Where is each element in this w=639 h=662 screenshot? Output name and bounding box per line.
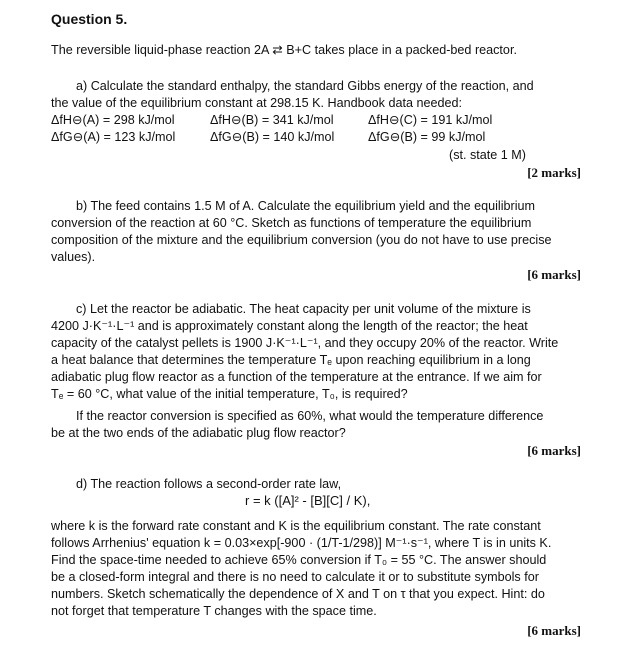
part-c-line-6: Tₑ = 60 °C, what value of the initial temperature, T₀, is required? xyxy=(51,387,408,401)
standard-state-note: (st. state 1 M) xyxy=(449,148,526,162)
part-a-line-1: a) Calculate the standard enthalpy, the standard Gibbs energy of the reaction, and xyxy=(76,79,534,93)
part-a-marks: [2 marks] xyxy=(527,165,581,180)
part-d-line-6: not forget that temperature T changes with the space time. xyxy=(51,604,377,618)
part-d-marks: [6 marks] xyxy=(527,623,581,638)
question-intro: The reversible liquid-phase reaction 2A ⇄ B+C takes place in a packed-bed reactor. xyxy=(51,43,517,57)
part-b-line-3: composition of the mixture and the equilibrium conversion (you do not have to use precise xyxy=(51,233,552,247)
part-c-line-1: c) Let the reactor be adiabatic. The heat capacity per unit volume of the mixture is xyxy=(76,302,531,316)
part-d-line-1: where k is the forward rate constant and K is the equilibrium constant. The rate constant xyxy=(51,519,541,533)
gibbs-a: ΔfG⊖(A) = 123 kJ/mol xyxy=(51,130,176,144)
enthalpy-c: ΔfH⊖(C) = 191 kJ/mol xyxy=(368,113,493,127)
part-a-line-2: the value of the equilibrium constant at 298.15 K. Handbook data needed: xyxy=(51,96,462,110)
part-d-line-3: Find the space-time needed to achieve 65% conversion if T₀ = 55 °C. The answer should xyxy=(51,553,547,567)
part-c-line-5: adiabatic plug flow reactor as a function of the temperature at the entrance. If we aim for xyxy=(51,370,542,384)
part-b-line-4: values). xyxy=(51,250,96,264)
part-c-line-3: capacity of the catalyst pellets is 1900 J·K⁻¹·L⁻¹, and they occupy 20% of the reactor. Write xyxy=(51,336,559,350)
part-d-intro: d) The reaction follows a second-order rate law, xyxy=(76,477,342,491)
gibbs-c: ΔfG⊖(B) = 99 kJ/mol xyxy=(368,130,486,144)
part-b-line-1: b) The feed contains 1.5 M of A. Calculate the equilibrium yield and the equilibrium xyxy=(76,199,536,213)
gibbs-b: ΔfG⊖(B) = 140 kJ/mol xyxy=(210,130,335,144)
part-c-line-2: 4200 J·K⁻¹·L⁻¹ and is approximately constant along the length of the reactor; the heat xyxy=(51,319,528,333)
question-title: Question 5. xyxy=(51,11,128,27)
part-c-line-8: be at the two ends of the adiabatic plug flow reactor? xyxy=(51,426,346,440)
part-c-line-7: If the reactor conversion is specified as 60%, what would the temperature difference xyxy=(76,409,544,423)
part-c-marks: [6 marks] xyxy=(527,443,581,458)
part-b-line-2: conversion of the reaction at 60 °C. Sketch as functions of temperature the equilibrium xyxy=(51,216,532,230)
enthalpy-a: ΔfH⊖(A) = 298 kJ/mol xyxy=(51,113,175,127)
part-c-line-4: a heat balance that determines the temperature Tₑ upon reaching equilibrium in a long xyxy=(51,353,531,367)
rate-law-equation: r = k ([A]² - [B][C] / K), xyxy=(245,493,371,508)
part-d-line-4: be a closed-form integral and there is no need to calculate it or to substitute symbols for xyxy=(51,570,539,584)
part-d-line-5: numbers. Sketch schematically the dependence of X and T on τ that you expect. Hint: do xyxy=(51,587,545,601)
enthalpy-b: ΔfH⊖(B) = 341 kJ/mol xyxy=(210,113,334,127)
part-b-marks: [6 marks] xyxy=(527,267,581,282)
part-d-line-2: follows Arrhenius' equation k = 0.03×exp[-900 · (1/T-1/298)] M⁻¹·s⁻¹, where T is in units K. xyxy=(51,536,552,550)
